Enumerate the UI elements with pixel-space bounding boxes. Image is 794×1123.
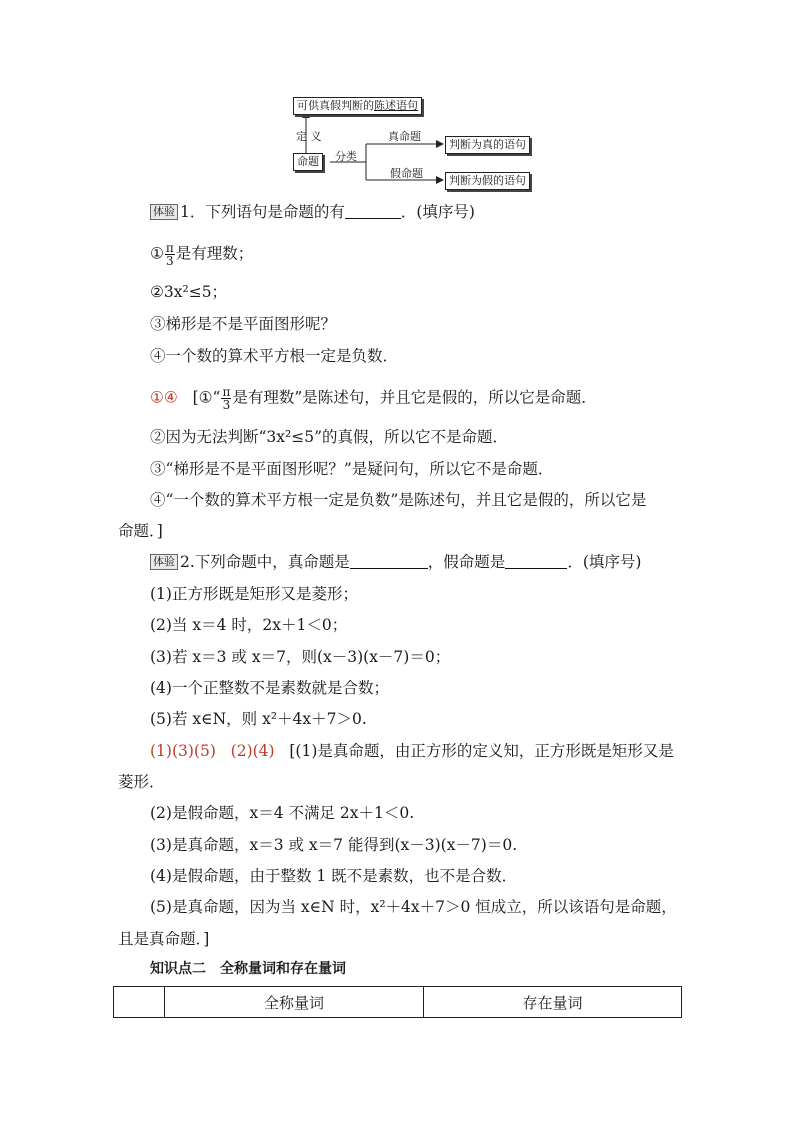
answer-text: ①④ bbox=[150, 388, 178, 407]
table-header-cell: 存在量词 bbox=[424, 987, 682, 1018]
table-row bbox=[114, 987, 682, 1018]
exercise-1-explanation-2: ②因为无法判断“3x²≤5”的真假，所以它不是命题． bbox=[150, 428, 509, 446]
exercise-2-item-4: (4)一个正整数不是素数就是合数； bbox=[150, 679, 389, 697]
exercise-1-option-4: ④一个数的算术平方根一定是负数． bbox=[150, 347, 399, 365]
diagram-false-box: 判断为假的语句 bbox=[445, 172, 530, 190]
exercise-tag: 体验 bbox=[150, 554, 178, 570]
exercise-2-item-1: (1)正方形既是矩形又是菱形； bbox=[150, 585, 358, 603]
exercise-2-explanation-3: (3)是真命题，x＝3 或 x＝7 能得到(x－3)(x－7)＝0. bbox=[150, 836, 518, 854]
exercise-1-option-1: ① $\frac{\pi}{3}$ 是有理数； bbox=[150, 241, 254, 268]
diagram-classify-label: 分类 bbox=[335, 150, 357, 163]
exercise-2-item-3: (3)若 x＝3 或 x＝7，则(x－3)(x－7)＝0； bbox=[150, 648, 451, 666]
answer-blank bbox=[350, 554, 428, 569]
exercise-1-option-2: ②3x²≤5； bbox=[150, 283, 228, 301]
table-header-cell bbox=[114, 987, 165, 1018]
diagram-true-branch-label: 真命题 bbox=[388, 130, 421, 143]
section-title: 知识点二 全称量词和存在量词 bbox=[150, 961, 346, 977]
diagram-false-branch-label: 假命题 bbox=[390, 167, 423, 180]
pi-over-3-fraction: $\frac{\pi}{3}$ bbox=[165, 241, 174, 268]
exercise-2-explanation-1-cont: 菱形． bbox=[118, 773, 165, 791]
diagram-true-box: 判断为真的语句 bbox=[445, 136, 530, 154]
diagram-top-box: 可供真假判断的陈述语句 bbox=[293, 97, 422, 115]
diagram-define-label: 定 义 bbox=[296, 130, 322, 143]
exercise-1-explanation-4: ④“一个数的算术平方根一定是负数”是陈述句，并且它是假的，所以它是 bbox=[150, 491, 647, 509]
exercise-1-answer: ①④ [①“ $\frac{\pi}{3}$ 是有理数”是陈述句，并且它是假的，所以它是命题． bbox=[150, 385, 597, 412]
pi-over-3-fraction: $\frac{\pi}{3}$ bbox=[222, 385, 231, 412]
answer-text: (2)(4) bbox=[230, 742, 275, 760]
answer-blank bbox=[505, 554, 567, 569]
exercise-2-answer: (1)(3)(5) (2)(4) [(1)是真命题，由正方形的定义知，正方形既是矩形又是 bbox=[150, 742, 674, 760]
diagram-root-box: 命题 bbox=[293, 153, 323, 171]
exercise-2-explanation-5: (5)是真命题，因为当 x∈N 时，x²＋4x＋7＞0 恒成立，所以该语句是命题， bbox=[150, 898, 677, 916]
exercise-2-explanation-4: (4)是假命题，由于整数 1 既不是素数，也不是合数． bbox=[150, 867, 518, 885]
exercise-2-question: 体验 2.下列命题中，真命题是 ，假命题是 ．(填序号) bbox=[150, 551, 641, 573]
quantifier-table bbox=[113, 986, 682, 1018]
exercise-tag: 体验 bbox=[150, 204, 178, 220]
table-header-cell: 全称量词 bbox=[165, 987, 424, 1018]
exercise-1-question: 体验 1．下列语句是命题的有 ．(填序号) bbox=[150, 201, 475, 223]
exercise-2-explanation-2: (2)是假命题，x＝4 不满足 2x＋1＜0. bbox=[150, 804, 415, 822]
answer-text: (1)(3)(5) bbox=[150, 742, 216, 760]
answer-blank bbox=[345, 204, 401, 219]
exercise-1-option-3: ③梯形是不是平面图形呢？ bbox=[150, 315, 337, 333]
exercise-2-item-5: (5)若 x∈N，则 x²＋4x＋7＞0. bbox=[150, 710, 367, 728]
exercise-2-item-2: (2)当 x＝4 时，2x＋1＜0； bbox=[150, 616, 348, 634]
exercise-1-explanation-3: ③“梯形是不是平面图形呢？”是疑问句，所以它不是命题． bbox=[150, 460, 554, 478]
exercise-2-explanation-5-cont: 且是真命题．] bbox=[118, 930, 210, 948]
exercise-1-explanation-4-cont: 命题．] bbox=[118, 522, 163, 540]
